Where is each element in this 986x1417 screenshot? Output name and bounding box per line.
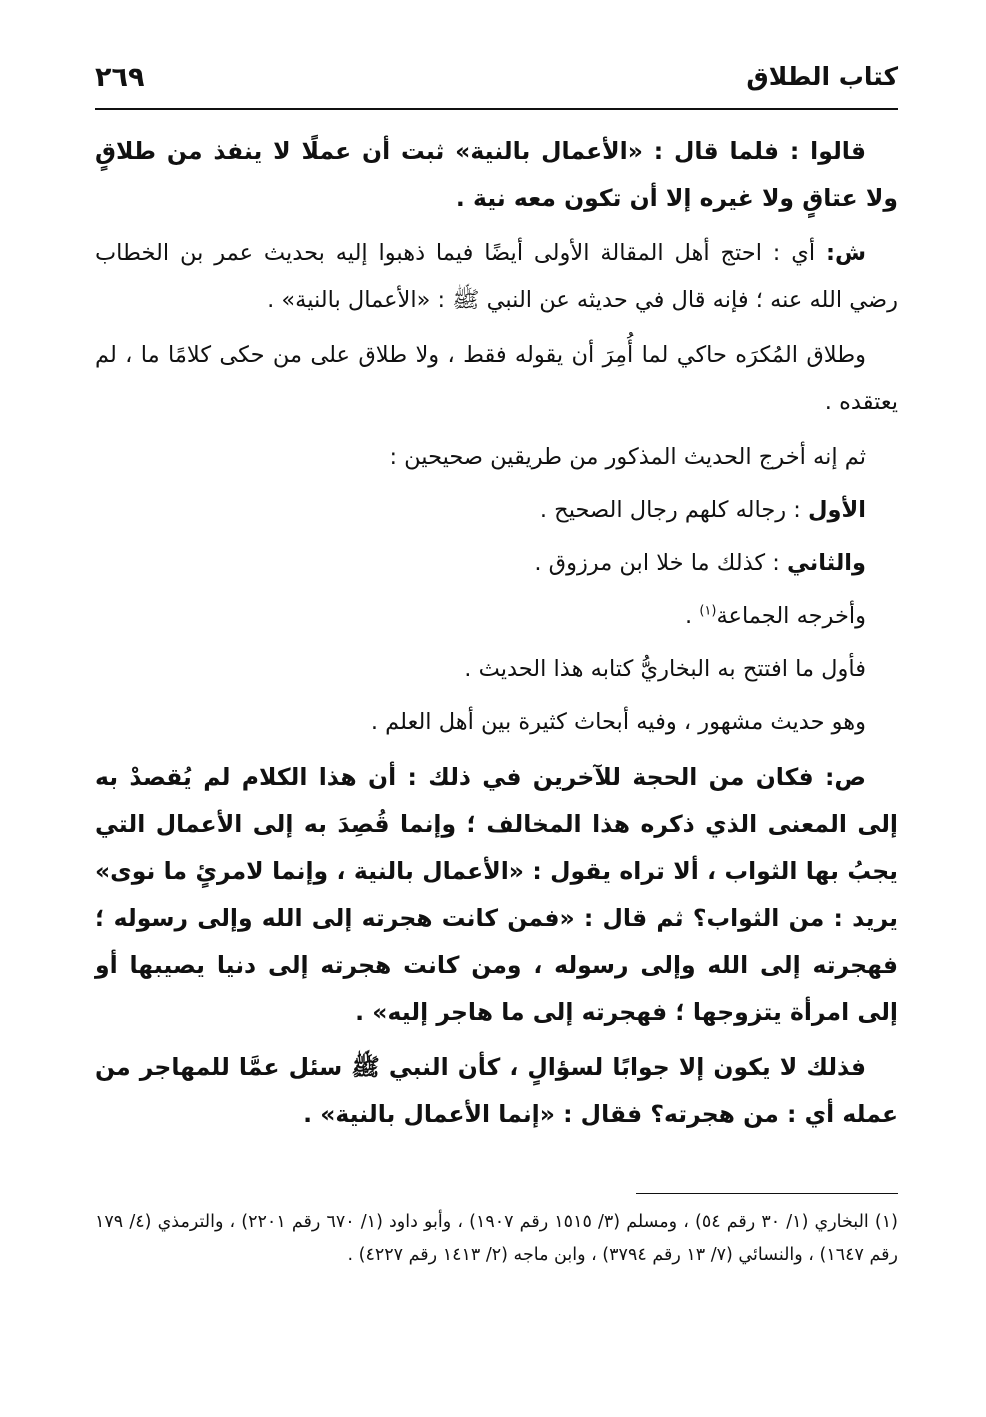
footnote-reference[interactable]: (١): [699, 603, 717, 619]
paragraph-text: أي : احتج أهل المقالة الأولى أيضًا فيما ذهبوا إليه بحديث عمر بن الخطاب رضي الله عنه ؛ فإنه قال في حديثه عن النبي ﷺ : «الأعمال بالنية» .: [95, 240, 898, 313]
paragraph-text: فذلك لا يكون إلا جوابًا لسؤالٍ ، كأن النبي ﷺ سئل عمَّا للمهاجر من عمله أي : من هجرته؟ فقال : «إنما الأعمال بالنية» .: [95, 1053, 898, 1128]
paragraph-commentary-1: [95, 230, 898, 324]
paragraph-second-route: [95, 540, 898, 587]
paragraph-text: وأخرجه الجماعة: [716, 603, 866, 629]
chapter-title: كتاب الطلاق: [746, 62, 898, 91]
page-number: ٢٦٩: [95, 62, 145, 93]
paragraph-text: وهو حديث مشهور ، وفيه أبحاث كثيرة بين أهل العلم .: [370, 709, 866, 735]
sad-marker: ص:: [824, 763, 866, 791]
paragraph-first-route: [95, 487, 898, 534]
paragraph-text: ثم إنه أخرج الحديث المذكور من طريقين صحيحين :: [389, 444, 866, 470]
paragraph-text: فأول ما افتتح به البخاريُّ كتابه هذا الحديث .: [464, 656, 866, 682]
footnote-1: (١) البخاري (١/ ٣٠ رقم ٥٤) ، ومسلم (٣/ ١٥١٥ رقم ١٩٠٧) ، وأبو داود (١/ ٦٧٠ رقم ٢٢٠١) ، والترمذي (٤/ ١٧٩ رقم ١٦٤٧) ، والنسائي (٧/ ١٣ رقم ٣٧٩٤) ، وابن ماجه (٢/ ١٤١٣ رقم ٤٢٢٧) .: [95, 1212, 898, 1265]
paragraph-text: : رجاله كلهم رجال الصحيح .: [539, 497, 809, 523]
footnotes: [95, 1206, 898, 1272]
header-divider: [95, 108, 898, 110]
paragraph-text: : كذلك ما خلا ابن مرزوق .: [534, 550, 787, 576]
paragraph-text-end: .: [685, 603, 700, 629]
paragraph-text: وطلاق المُكرَه حاكي لما أُمِرَ أن يقوله فقط ، ولا طلاق على من حكى كلامًا ما ، لم يعتقده .: [95, 342, 898, 415]
page-body: [95, 128, 898, 1138]
paragraph-commentary-3: [95, 434, 898, 481]
second-route-label: والثاني: [787, 550, 866, 576]
footnote-divider: [636, 1193, 898, 1194]
paragraph-text: فكان من الحجة للآخرين في ذلك : أن هذا الكلام لم يُقصدْ به إلى المعنى الذي ذكره هذا المخالف ؛ وإنما قُصِدَ به إلى الأعمال التي يجبُ بها الثواب ، ألا تراه يقول : «الأعمال بالنية ، وإنما لامرئٍ ما نوى» يريد : من الثواب؟ ثم قال : «فمن كانت هجرته إلى الله وإلى رسوله ؛ فهجرته إلى الله وإلى رسوله ، ومن كانت هجرته إلى دنيا يصيبها أو إلى امرأة يتزوجها ؛ فهجرته إلى ما هاجر إليه» .: [95, 763, 898, 1026]
paragraph-takhrij: [95, 593, 898, 640]
paragraph-quote-1: [95, 128, 898, 222]
sharh-marker: ش:: [825, 240, 866, 266]
page-header: [95, 58, 898, 110]
first-route-label: الأول: [808, 497, 866, 523]
paragraph-bukhari: [95, 646, 898, 693]
paragraph-commentary-2: [95, 332, 898, 426]
paragraph-quote-2: [95, 754, 898, 1036]
paragraph-text: قالوا : فلما قال : «الأعمال بالنية» ثبت أن عملًا لا ينفذ من طلاقٍ ولا عتاقٍ ولا غيره إلا أن تكون معه نية .: [95, 137, 898, 212]
paragraph-quote-3: [95, 1044, 898, 1138]
paragraph-famous-hadith: [95, 699, 898, 746]
